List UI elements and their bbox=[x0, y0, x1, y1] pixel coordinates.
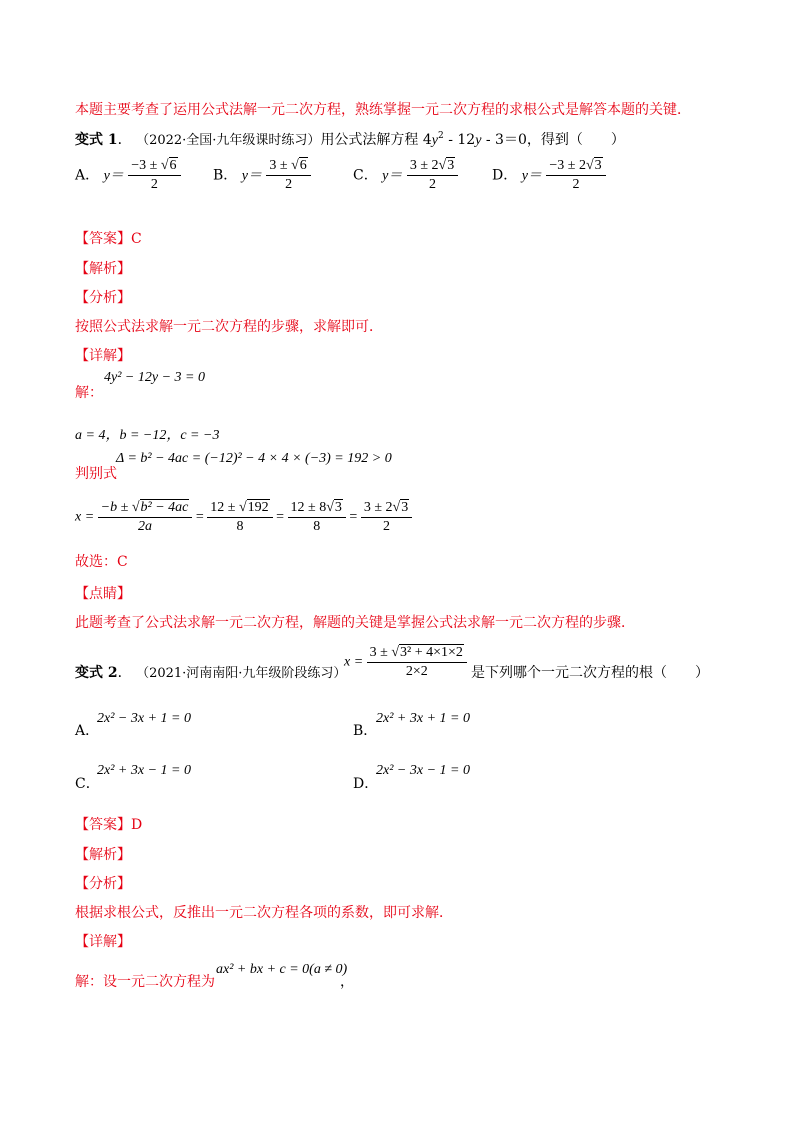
fraction-num-pre: 3 ± bbox=[269, 158, 292, 173]
variant2-root-expression bbox=[344, 645, 467, 680]
answer-label: 【答案】 bbox=[75, 817, 131, 833]
option-fraction bbox=[128, 158, 180, 193]
variant1-formula-chain bbox=[75, 500, 412, 535]
variant1-jiexi-label: 【解析】 bbox=[75, 261, 131, 277]
variant2-option-b-letter: B． bbox=[353, 723, 378, 739]
variant1-equation: 4y² − 12y − 3 = 0 bbox=[104, 370, 205, 385]
option-letter: A． bbox=[75, 167, 100, 184]
variant1-fenxi-text: 按照公式法求解一元二次方程的步骤，求解即可． bbox=[75, 319, 383, 335]
fraction-num-pre: 3 ± 2 bbox=[409, 158, 439, 173]
option-fraction bbox=[546, 158, 605, 193]
equals-sign: = bbox=[195, 509, 204, 525]
option-letter: D． bbox=[492, 167, 518, 184]
variant2-xiangjie-label: 【详解】 bbox=[75, 934, 131, 950]
answer-value: C bbox=[131, 231, 142, 247]
formula-fraction-step3 bbox=[288, 500, 346, 535]
variant1-source: （2022·全国·九年级课时练习） bbox=[136, 133, 321, 148]
fraction-den: 2 bbox=[383, 519, 391, 534]
radicand: 3 bbox=[401, 500, 409, 515]
variant2-option-d-letter: D． bbox=[353, 776, 379, 792]
variant1-question-mid: - 12 bbox=[443, 132, 476, 148]
variant2-label-line bbox=[75, 664, 346, 683]
fraction-den: 2 bbox=[429, 177, 437, 192]
variant1-xiangjie-label: 【详解】 bbox=[75, 348, 131, 364]
fraction-den: 2 bbox=[285, 177, 293, 192]
option-lhs: y＝ bbox=[521, 168, 542, 184]
option-lhs: y＝ bbox=[382, 168, 403, 184]
sqrt-symbol: √3 bbox=[392, 500, 409, 515]
option-fraction bbox=[407, 158, 458, 193]
variant1-fenxi-label: 【分析】 bbox=[75, 290, 131, 306]
variant2-option-b-eq: 2x² + 3x + 1 = 0 bbox=[376, 711, 470, 726]
formula-lhs: x = bbox=[344, 654, 364, 670]
variant1-question-post: - 3＝0，得到（ ） bbox=[481, 132, 625, 148]
equals-sign: = bbox=[349, 509, 358, 525]
variant2-jiexi-label: 【解析】 bbox=[75, 847, 131, 863]
variant1-answer bbox=[75, 230, 142, 248]
radicand: 192 bbox=[247, 500, 269, 515]
variant2-source: （2021·河南南阳·九年级阶段练习） bbox=[136, 666, 347, 681]
variant1-label: 变式 1 bbox=[75, 132, 118, 148]
formula-fraction-step2 bbox=[207, 500, 272, 535]
variant2-option-c-eq: 2x² + 3x − 1 = 0 bbox=[97, 763, 191, 778]
formula-lhs: x = bbox=[75, 509, 95, 525]
fraction-num-pre: −3 ± 2 bbox=[549, 158, 586, 173]
sqrt-symbol: √192 bbox=[238, 500, 269, 515]
radicand: 3² + 4×1×2 bbox=[400, 645, 463, 660]
variant2-option-a-letter: A． bbox=[75, 723, 100, 739]
option-lhs: y＝ bbox=[241, 168, 262, 184]
variant1-option-a bbox=[75, 158, 181, 193]
radicand: 3 bbox=[594, 158, 602, 173]
variant1-var-y2: y bbox=[475, 133, 482, 148]
fraction-num-pre: 3 ± 2 bbox=[363, 500, 393, 515]
variant2-fraction bbox=[367, 645, 467, 680]
fraction-num-pre: −3 ± bbox=[131, 158, 161, 173]
sqrt-symbol: √3 bbox=[326, 500, 342, 515]
equals-sign: = bbox=[276, 509, 285, 525]
fraction-den: 8 bbox=[313, 519, 321, 534]
sqrt-symbol: √3 bbox=[438, 158, 455, 173]
intro-conclusion: 本题主要考查了运用公式法解一元二次方程，熟练掌握一元二次方程的求根公式是解答本题的关键． bbox=[75, 102, 691, 118]
variant1-option-c bbox=[353, 158, 458, 193]
answer-value: D bbox=[131, 817, 143, 833]
answer-label: 【答案】 bbox=[75, 231, 131, 247]
variant1-coefficients: a = 4，b = −12，c = −3 bbox=[75, 428, 220, 443]
sqrt-symbol: √b² − 4ac bbox=[131, 500, 189, 515]
formula-fraction-general bbox=[98, 500, 193, 535]
variant1-option-b bbox=[213, 158, 311, 193]
radicand: 3 bbox=[334, 500, 342, 515]
variant2-option-a-eq: 2x² − 3x + 1 = 0 bbox=[97, 711, 191, 726]
variant1-sep: ． bbox=[117, 132, 132, 148]
variant2-option-d-eq: 2x² − 3x − 1 = 0 bbox=[376, 763, 470, 778]
option-lhs: y＝ bbox=[103, 168, 124, 184]
fraction-den: 2 bbox=[150, 177, 158, 192]
variant1-option-d bbox=[492, 158, 606, 193]
variant1-discriminant-label: 判别式 bbox=[75, 466, 117, 482]
radicand: 6 bbox=[299, 158, 307, 173]
sqrt-symbol: √3² + 4×1×2 bbox=[391, 645, 463, 660]
radicand: 6 bbox=[169, 158, 177, 173]
variant1-dianjing-label: 【点睛】 bbox=[75, 586, 131, 602]
variant2-option-c-letter: C． bbox=[75, 776, 100, 792]
variant2-general-equation: ax² + bx + c = 0(a ≠ 0) bbox=[216, 962, 348, 977]
fraction-den: 8 bbox=[236, 519, 244, 534]
variant2-question: 是下列哪个一元二次方程的根（ ） bbox=[471, 665, 709, 681]
fraction-num-pre: 12 ± 8 bbox=[290, 500, 327, 515]
option-fraction bbox=[266, 158, 310, 193]
fraction-den: 2×2 bbox=[405, 664, 428, 679]
formula-fraction-step4 bbox=[361, 500, 412, 535]
variant1-var-y: y bbox=[431, 133, 439, 148]
variant1-discriminant: Δ = b² − 4ac = (−12)² − 4 × 4 × (−3) = 192 > 0 bbox=[116, 451, 392, 466]
variant2-fenxi-label: 【分析】 bbox=[75, 876, 131, 892]
variant2-comma: ， bbox=[340, 974, 354, 990]
variant2-fenxi-text: 根据求根公式，反推出一元二次方程各项的系数，即可求解． bbox=[75, 905, 453, 921]
fraction-num-pre: 3 ± bbox=[369, 645, 392, 660]
fraction-num-pre: −b ± bbox=[100, 500, 132, 515]
variant2-label: 变式 2 bbox=[75, 665, 118, 681]
variant1-header bbox=[75, 131, 625, 150]
sqrt-symbol: √6 bbox=[160, 158, 177, 173]
variant1-jie-label: 解： bbox=[75, 385, 103, 401]
variant1-question-pre: 用公式法解方程 4 bbox=[320, 132, 432, 148]
radicand: b² − 4ac bbox=[140, 500, 189, 515]
fraction-den: 2 bbox=[572, 177, 580, 192]
variant2-sep: ． bbox=[117, 665, 132, 681]
fraction-den: 2a bbox=[138, 519, 153, 534]
radicand: 3 bbox=[447, 158, 455, 173]
sqrt-symbol: √6 bbox=[291, 158, 307, 173]
variant2-jie-text: 解：设一元二次方程为 bbox=[75, 974, 215, 990]
fraction-num-pre: 12 ± bbox=[210, 500, 239, 515]
variant2-answer bbox=[75, 816, 142, 834]
variant1-dianjing-text: 此题考查了公式法求解一元二次方程，解题的关键是掌握公式法求解一元二次方程的步骤． bbox=[75, 615, 635, 631]
option-letter: B． bbox=[213, 167, 238, 184]
option-letter: C． bbox=[353, 167, 378, 184]
sqrt-symbol: √3 bbox=[585, 158, 602, 173]
variant1-exp: 2 bbox=[438, 131, 444, 141]
variant1-final-choice: 故选：C bbox=[75, 554, 128, 570]
